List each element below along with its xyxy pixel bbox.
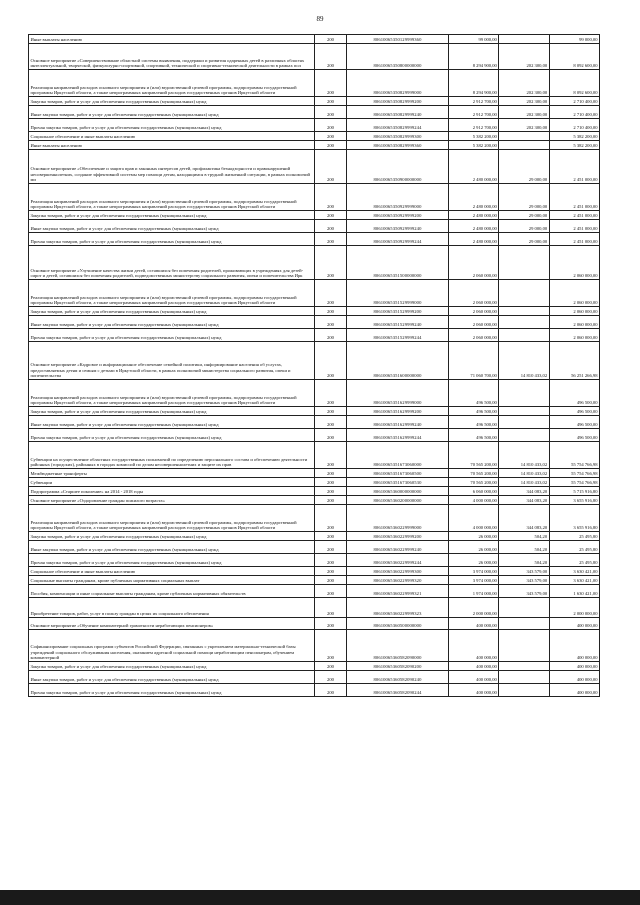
row-executed-amount: 343 579,00 — [499, 576, 549, 585]
row-balance-amount: 8 092 600,00 — [549, 44, 599, 70]
row-planned-amount: 2 912 700,00 — [449, 97, 499, 106]
row-admin-code: 200 — [315, 106, 347, 119]
row-classification-code: 80610065360229999320 — [347, 576, 449, 585]
row-balance-amount: 55 754 766,98 — [549, 442, 599, 469]
row-planned-amount: 2 912 700,00 — [449, 119, 499, 132]
row-name: Иные закупки товаров, работ и услуг для обеспечения государственных (муниципальных) нужд — [29, 671, 315, 684]
row-name: Реализация направлений расходов основного мероприятия и (или) ведомственной целевой программы, подпрограммы государственной программы Иркутской области, а также непрограммных направлений расходов государственных органов Иркутской области — [29, 184, 315, 211]
row-admin-code: 200 — [315, 630, 347, 662]
row-name: Основное мероприятие «Совершенствование областной системы выявления, поддержки и развития одаренных детей в различных областях интеллектуальной, творческой, физкультурно-спортивной, спортивной, технической и спортивно-технической деятельности в рамках пол — [29, 44, 315, 70]
table-row — [29, 70, 600, 97]
row-balance-amount: 55 754 766,98 — [549, 469, 599, 478]
row-name: Основное мероприятие «Улучшение качества жизни детей, оставшихся без попечения родителей, проживающих в учреждениях для детей-сирот и детей, оставшихся без попечения родителей, подведомственных министерству социального развития, опеки и попечительства Ирк — [29, 246, 315, 280]
table-row — [29, 416, 600, 429]
table-row — [29, 329, 600, 342]
row-classification-code: 80610065351500000000 — [347, 246, 449, 280]
row-classification-code: 80610065350929999200 — [347, 211, 449, 220]
row-executed-amount: 29 000,00 — [499, 220, 549, 233]
row-classification-code: 80610065351529999200 — [347, 307, 449, 316]
row-executed-amount: 29 000,00 — [499, 211, 549, 220]
table-row — [29, 316, 600, 329]
row-balance-amount: 400 000,00 — [549, 671, 599, 684]
row-name: Межбюджетные трансферты — [29, 469, 315, 478]
row-classification-code: 80610065350829999244 — [347, 119, 449, 132]
row-admin-code: 200 — [315, 598, 347, 618]
row-balance-amount: 55 754 766,98 — [549, 478, 599, 487]
row-classification-code: 80610065360229999240 — [347, 541, 449, 554]
row-executed-amount — [499, 630, 549, 662]
row-classification-code: 80610065360000000000 — [347, 487, 449, 496]
row-name: Реализация направлений расходов основного мероприятия и (или) ведомственной целевой программы, подпрограммы государственной программы Иркутской области, а также непрограммных направлений расходов государственных органов Иркутской области — [29, 380, 315, 407]
row-planned-amount: 4 000 000,00 — [449, 496, 499, 505]
row-classification-code: 80610065360229999300 — [347, 567, 449, 576]
row-admin-code: 200 — [315, 119, 347, 132]
row-name: Подпрограмма «Старшее поколение» на 2014 - 2018 годы — [29, 487, 315, 496]
row-balance-amount: 2 060 000,00 — [549, 246, 599, 280]
row-admin-code: 200 — [315, 316, 347, 329]
row-planned-amount: 2 060 000,00 — [449, 329, 499, 342]
row-planned-amount: 3 974 000,00 — [449, 567, 499, 576]
row-name: Прочая закупка товаров, работ и услуг для обеспечения государственных (муниципальных) нужд — [29, 554, 315, 567]
table-row — [29, 662, 600, 671]
row-classification-code: 80610065351629999244 — [347, 429, 449, 442]
row-name: Иные выплаты населению — [29, 35, 315, 44]
row-admin-code: 200 — [315, 407, 347, 416]
row-executed-amount — [499, 329, 549, 342]
table-row — [29, 671, 600, 684]
table-row — [29, 442, 600, 469]
row-executed-amount: 504,20 — [499, 554, 549, 567]
row-classification-code: 80610065360229999200 — [347, 532, 449, 541]
row-planned-amount: 2 060 000,00 — [449, 280, 499, 307]
row-planned-amount: 2 060 000,00 — [449, 316, 499, 329]
row-classification-code: 80610065360200000000 — [347, 496, 449, 505]
row-executed-amount: 344 083,20 — [499, 505, 549, 532]
page-number: 89 — [316, 15, 324, 23]
row-planned-amount: 70 565 200,00 — [449, 442, 499, 469]
row-planned-amount: 2 480 000,00 — [449, 233, 499, 246]
table-row — [29, 246, 600, 280]
row-planned-amount: 2 480 000,00 — [449, 211, 499, 220]
row-name: Социальное обеспечение и иные выплаты населению — [29, 132, 315, 141]
row-balance-amount: 3 655 916,80 — [549, 496, 599, 505]
row-name: Основное мероприятие «Оздоровление граждан пожилого возраста» — [29, 496, 315, 505]
row-classification-code: 80610065351629999000 — [347, 380, 449, 407]
row-balance-amount: 2 451 000,00 — [549, 211, 599, 220]
scan-bottom-edge — [0, 890, 640, 905]
row-balance-amount: 2 060 000,00 — [549, 280, 599, 307]
row-name: Основное мероприятие «Обеспечение и защита прав и законных интересов детей, профилактика безнадзорности и правонарушений несовершеннолетних, создание эффективной системы мер помощи детям, находящимся в трудной жизненной ситуации, в рамках полномочий ми — [29, 150, 315, 184]
table-row — [29, 44, 600, 70]
row-name: Иные закупки товаров, работ и услуг для обеспечения государственных (муниципальных) нужд — [29, 106, 315, 119]
row-balance-amount: 2 000 000,00 — [549, 598, 599, 618]
row-name: Реализация направлений расходов основного мероприятия и (или) ведомственной целевой программы, подпрограммы государственной программы Иркутской области, а также непрограммных направлений расходов государственных органов Иркутской области — [29, 70, 315, 97]
row-classification-code: 80610065350929999244 — [347, 233, 449, 246]
row-balance-amount: 3 655 916,80 — [549, 505, 599, 532]
row-executed-amount: 344 083,20 — [499, 487, 549, 496]
row-balance-amount: 2 451 000,00 — [549, 184, 599, 211]
row-planned-amount: 8 294 900,00 — [449, 70, 499, 97]
row-balance-amount: 400 000,00 — [549, 662, 599, 671]
row-classification-code: 80610065360582090240 — [347, 671, 449, 684]
row-executed-amount — [499, 307, 549, 316]
row-executed-amount: 14 810 433,02 — [499, 478, 549, 487]
table-row — [29, 598, 600, 618]
row-executed-amount: 202 300,00 — [499, 44, 549, 70]
table-row — [29, 487, 600, 496]
row-classification-code: 80610065351673060500 — [347, 469, 449, 478]
row-balance-amount: 2 710 400,00 — [549, 106, 599, 119]
row-balance-amount: 5 382 200,00 — [549, 141, 599, 150]
table-row — [29, 119, 600, 132]
row-executed-amount: 29 000,00 — [499, 233, 549, 246]
row-planned-amount: 496 500,00 — [449, 407, 499, 416]
row-admin-code: 200 — [315, 671, 347, 684]
row-classification-code: 80610065360229999323 — [347, 598, 449, 618]
row-planned-amount: 400 000,00 — [449, 684, 499, 697]
row-admin-code: 200 — [315, 478, 347, 487]
row-planned-amount: 400 000,00 — [449, 671, 499, 684]
row-balance-amount: 2 451 000,00 — [549, 150, 599, 184]
row-admin-code: 200 — [315, 496, 347, 505]
row-balance-amount: 5 715 916,80 — [549, 487, 599, 496]
row-admin-code: 200 — [315, 150, 347, 184]
row-name: Иные закупки товаров, работ и услуг для обеспечения государственных (муниципальных) нужд — [29, 541, 315, 554]
row-balance-amount: 400 000,00 — [549, 618, 599, 630]
row-executed-amount — [499, 141, 549, 150]
budget-table — [28, 34, 600, 697]
row-admin-code: 200 — [315, 541, 347, 554]
row-name: Прочая закупка товаров, работ и услуг для обеспечения государственных (муниципальных) нужд — [29, 429, 315, 442]
row-name: Софинансирование социальных программ субъектов Российской Федерации, связанных с укреплением материально-технической базы учреждений социального обслуживания населения, оказанием адресной социальной помощи неработающим пенсионерам, обучением компьютерной — [29, 630, 315, 662]
row-admin-code: 200 — [315, 662, 347, 671]
row-name: Основное мероприятие «Обучение компьютерной грамотности неработающих пенсионеров» — [29, 618, 315, 630]
table-row — [29, 505, 600, 532]
table-row — [29, 35, 600, 44]
table-row — [29, 342, 600, 380]
row-planned-amount: 99 000,00 — [449, 35, 499, 44]
row-executed-amount — [499, 380, 549, 407]
budget-sheet — [28, 34, 600, 697]
row-admin-code: 200 — [315, 35, 347, 44]
row-classification-code: 80610065351629999200 — [347, 407, 449, 416]
row-balance-amount: 2 060 000,00 — [549, 307, 599, 316]
row-admin-code: 200 — [315, 576, 347, 585]
row-admin-code: 200 — [315, 505, 347, 532]
table-row — [29, 585, 600, 598]
table-row — [29, 141, 600, 150]
row-planned-amount: 26 000,00 — [449, 541, 499, 554]
row-name: Социальные выплаты гражданам, кроме публичных нормативных социальных выплат — [29, 576, 315, 585]
row-name: Закупка товаров, работ и услуг для обеспечения государственных (муниципальных) нужд — [29, 307, 315, 316]
row-admin-code: 200 — [315, 618, 347, 630]
row-balance-amount: 1 630 421,00 — [549, 585, 599, 598]
row-admin-code: 200 — [315, 44, 347, 70]
row-executed-amount: 14 810 433,02 — [499, 469, 549, 478]
table-row — [29, 150, 600, 184]
row-name: Субвенции — [29, 478, 315, 487]
row-admin-code: 200 — [315, 246, 347, 280]
row-classification-code: 80610065350800000000 — [347, 44, 449, 70]
table-row — [29, 407, 600, 416]
table-row — [29, 478, 600, 487]
row-admin-code: 200 — [315, 280, 347, 307]
row-executed-amount: 202 300,00 — [499, 119, 549, 132]
row-planned-amount: 2 060 000,00 — [449, 246, 499, 280]
row-classification-code: 80610065351600000000 — [347, 342, 449, 380]
table-row — [29, 469, 600, 478]
row-executed-amount: 343 579,00 — [499, 585, 549, 598]
row-classification-code: 80610065350829999360 — [347, 141, 449, 150]
row-balance-amount: 496 500,00 — [549, 380, 599, 407]
row-admin-code: 200 — [315, 442, 347, 469]
row-admin-code: 200 — [315, 70, 347, 97]
row-admin-code: 200 — [315, 233, 347, 246]
row-admin-code: 200 — [315, 307, 347, 316]
row-name: Закупка товаров, работ и услуг для обеспечения государственных (муниципальных) нужд — [29, 211, 315, 220]
row-balance-amount: 2 451 000,00 — [549, 233, 599, 246]
row-planned-amount: 4 000 000,00 — [449, 505, 499, 532]
row-name: Закупка товаров, работ и услуг для обеспечения государственных (муниципальных) нужд — [29, 407, 315, 416]
table-row — [29, 618, 600, 630]
row-balance-amount: 8 092 600,00 — [549, 70, 599, 97]
table-row — [29, 97, 600, 106]
row-executed-amount: 504,20 — [499, 532, 549, 541]
row-name: Иные закупки товаров, работ и услуг для обеспечения государственных (муниципальных) нужд — [29, 416, 315, 429]
row-balance-amount: 2 710 400,00 — [549, 97, 599, 106]
row-balance-amount: 400 000,00 — [549, 630, 599, 662]
row-name: Закупка товаров, работ и услуг для обеспечения государственных (муниципальных) нужд — [29, 662, 315, 671]
row-executed-amount: 343 579,00 — [499, 567, 549, 576]
row-executed-amount: 29 000,00 — [499, 150, 549, 184]
row-executed-amount: 14 810 433,02 — [499, 442, 549, 469]
row-balance-amount: 496 500,00 — [549, 416, 599, 429]
row-planned-amount: 2 060 000,00 — [449, 307, 499, 316]
row-balance-amount: 3 630 421,00 — [549, 567, 599, 576]
row-planned-amount: 26 000,00 — [449, 532, 499, 541]
row-classification-code: 80610065351529999244 — [347, 329, 449, 342]
row-admin-code: 200 — [315, 585, 347, 598]
row-planned-amount: 70 565 200,00 — [449, 478, 499, 487]
budget-table-body — [29, 35, 600, 697]
row-balance-amount: 400 000,00 — [549, 684, 599, 697]
row-name: Закупка товаров, работ и услуг для обеспечения государственных (муниципальных) нужд — [29, 532, 315, 541]
table-row — [29, 554, 600, 567]
row-name: Пособия, компенсации и иные социальные выплаты гражданам, кроме публичных нормативных обязательств — [29, 585, 315, 598]
row-classification-code: 80610065350129999360 — [347, 35, 449, 44]
row-executed-amount: 29 000,00 — [499, 184, 549, 211]
table-row — [29, 684, 600, 697]
row-name: Иные закупки товаров, работ и услуг для обеспечения государственных (муниципальных) нужд — [29, 220, 315, 233]
row-executed-amount — [499, 618, 549, 630]
table-row — [29, 106, 600, 119]
row-planned-amount: 5 382 200,00 — [449, 141, 499, 150]
row-executed-amount: 344 083,20 — [499, 496, 549, 505]
row-executed-amount — [499, 280, 549, 307]
row-balance-amount: 25 495,80 — [549, 532, 599, 541]
row-admin-code: 200 — [315, 329, 347, 342]
row-executed-amount — [499, 316, 549, 329]
table-row — [29, 541, 600, 554]
row-name: Закупка товаров, работ и услуг для обеспечения государственных (муниципальных) нужд — [29, 97, 315, 106]
row-planned-amount: 2 480 000,00 — [449, 220, 499, 233]
row-executed-amount — [499, 407, 549, 416]
row-executed-amount — [499, 598, 549, 618]
row-admin-code: 200 — [315, 554, 347, 567]
row-planned-amount: 2 000 000,00 — [449, 598, 499, 618]
row-executed-amount — [499, 132, 549, 141]
row-executed-amount: 14 810 433,02 — [499, 342, 549, 380]
row-classification-code: 80610065350900000000 — [347, 150, 449, 184]
row-balance-amount: 5 382 200,00 — [549, 132, 599, 141]
row-planned-amount: 5 382 200,00 — [449, 132, 499, 141]
row-classification-code: 80610065350829999000 — [347, 70, 449, 97]
row-planned-amount: 496 500,00 — [449, 380, 499, 407]
row-classification-code: 80610065350929999240 — [347, 220, 449, 233]
row-executed-amount — [499, 684, 549, 697]
row-balance-amount: 496 500,00 — [549, 407, 599, 416]
row-classification-code: 80610065351529999000 — [347, 280, 449, 307]
row-executed-amount — [499, 35, 549, 44]
row-executed-amount: 202 300,00 — [499, 97, 549, 106]
row-planned-amount: 496 500,00 — [449, 416, 499, 429]
row-name: Реализация направлений расходов основного мероприятия и (или) ведомственной целевой программы, подпрограммы государственной программы Иркутской области, а также непрограммных направлений расходов государственных органов Иркутской области — [29, 505, 315, 532]
table-row — [29, 630, 600, 662]
row-admin-code: 200 — [315, 141, 347, 150]
row-balance-amount: 99 000,00 — [549, 35, 599, 44]
row-planned-amount: 496 500,00 — [449, 429, 499, 442]
row-classification-code: 80610065351529999240 — [347, 316, 449, 329]
row-classification-code: 80610065350829999200 — [347, 97, 449, 106]
row-admin-code: 200 — [315, 342, 347, 380]
row-name: Прочая закупка товаров, работ и услуг для обеспечения государственных (муниципальных) нужд — [29, 119, 315, 132]
row-executed-amount — [499, 429, 549, 442]
row-classification-code: 80610065360229999244 — [347, 554, 449, 567]
row-executed-amount — [499, 671, 549, 684]
row-name: Социальное обеспечение и иные выплаты населению — [29, 567, 315, 576]
row-admin-code: 200 — [315, 567, 347, 576]
row-classification-code: 80610065360500000000 — [347, 618, 449, 630]
row-executed-amount — [499, 246, 549, 280]
row-planned-amount: 2 480 000,00 — [449, 150, 499, 184]
row-admin-code: 200 — [315, 211, 347, 220]
row-name: Прочая закупка товаров, работ и услуг для обеспечения государственных (муниципальных) нужд — [29, 233, 315, 246]
row-name: Субвенции на осуществление областных государственных полномочий по определению персонального состава и обеспечению деятельности районных (городских), районных в городах комиссий по делам несовершеннолетних и защите их прав — [29, 442, 315, 469]
row-planned-amount: 3 974 000,00 — [449, 576, 499, 585]
table-row — [29, 220, 600, 233]
row-executed-amount — [499, 416, 549, 429]
table-row — [29, 132, 600, 141]
table-row — [29, 576, 600, 585]
row-balance-amount: 25 495,80 — [549, 554, 599, 567]
row-admin-code: 200 — [315, 184, 347, 211]
table-row — [29, 496, 600, 505]
table-row — [29, 380, 600, 407]
row-classification-code: 80610065360582090000 — [347, 630, 449, 662]
row-executed-amount: 202 300,00 — [499, 70, 549, 97]
row-classification-code: 80610065350929999000 — [347, 184, 449, 211]
row-balance-amount: 25 495,80 — [549, 541, 599, 554]
row-classification-code: 80610065360229999321 — [347, 585, 449, 598]
table-row — [29, 211, 600, 220]
row-admin-code: 200 — [315, 132, 347, 141]
row-name: Прочая закупка товаров, работ и услуг для обеспечения государственных (муниципальных) нужд — [29, 684, 315, 697]
row-name: Реализация направлений расходов основного мероприятия и (или) ведомственной целевой программы, подпрограммы государственной программы Иркутской области, а также непрограммных направлений расходов государственных органов Иркутской области — [29, 280, 315, 307]
row-classification-code: 80610065350829999240 — [347, 106, 449, 119]
row-name: Прочая закупка товаров, работ и услуг для обеспечения государственных (муниципальных) нужд — [29, 329, 315, 342]
row-admin-code: 200 — [315, 380, 347, 407]
row-classification-code: 80610065360582090200 — [347, 662, 449, 671]
row-planned-amount: 70 565 200,00 — [449, 469, 499, 478]
table-row — [29, 233, 600, 246]
row-planned-amount: 71 060 700,00 — [449, 342, 499, 380]
row-balance-amount: 2 710 400,00 — [549, 119, 599, 132]
row-planned-amount: 2 480 000,00 — [449, 184, 499, 211]
row-classification-code: 80610065351673060530 — [347, 478, 449, 487]
row-planned-amount: 400 000,00 — [449, 630, 499, 662]
row-name: Приобретение товаров, работ, услуг в пользу граждан в целях их социального обеспечения — [29, 598, 315, 618]
row-admin-code: 200 — [315, 416, 347, 429]
row-planned-amount: 8 294 900,00 — [449, 44, 499, 70]
row-classification-code: 80610065351673060000 — [347, 442, 449, 469]
table-row — [29, 184, 600, 211]
row-executed-amount: 504,20 — [499, 541, 549, 554]
row-admin-code: 200 — [315, 469, 347, 478]
row-classification-code: 80610065350829999300 — [347, 132, 449, 141]
table-row — [29, 567, 600, 576]
row-balance-amount: 496 500,00 — [549, 429, 599, 442]
row-admin-code: 200 — [315, 487, 347, 496]
row-planned-amount: 2 912 700,00 — [449, 106, 499, 119]
row-executed-amount — [499, 662, 549, 671]
table-row — [29, 307, 600, 316]
row-planned-amount: 6 060 000,00 — [449, 487, 499, 496]
row-balance-amount: 3 630 421,00 — [549, 576, 599, 585]
row-planned-amount: 400 000,00 — [449, 618, 499, 630]
row-classification-code: 80610065360582090244 — [347, 684, 449, 697]
row-balance-amount: 2 060 000,00 — [549, 329, 599, 342]
row-admin-code: 200 — [315, 429, 347, 442]
row-admin-code: 200 — [315, 532, 347, 541]
row-balance-amount: 56 251 266,98 — [549, 342, 599, 380]
row-admin-code: 200 — [315, 220, 347, 233]
row-name: Основное мероприятие «Кадровое и информационное обеспечение семейной политики, информирование населения об услугах, предоставляемых детям и семьям с детьми в Иркутской области, в рамках полномочий министерства социального развития, опеки и попечительства — [29, 342, 315, 380]
row-balance-amount: 2 060 000,00 — [549, 316, 599, 329]
row-planned-amount: 26 000,00 — [449, 554, 499, 567]
table-row — [29, 532, 600, 541]
table-row — [29, 280, 600, 307]
row-admin-code: 200 — [315, 97, 347, 106]
row-balance-amount: 2 451 000,00 — [549, 220, 599, 233]
row-classification-code: 80610065360229999000 — [347, 505, 449, 532]
row-executed-amount: 202 300,00 — [499, 106, 549, 119]
row-classification-code: 80610065351629999240 — [347, 416, 449, 429]
row-planned-amount: 1 974 000,00 — [449, 585, 499, 598]
row-name: Иные закупки товаров, работ и услуг для обеспечения государственных (муниципальных) нужд — [29, 316, 315, 329]
row-admin-code: 200 — [315, 684, 347, 697]
table-row — [29, 429, 600, 442]
row-planned-amount: 400 000,00 — [449, 662, 499, 671]
row-name: Иные выплаты населению — [29, 141, 315, 150]
